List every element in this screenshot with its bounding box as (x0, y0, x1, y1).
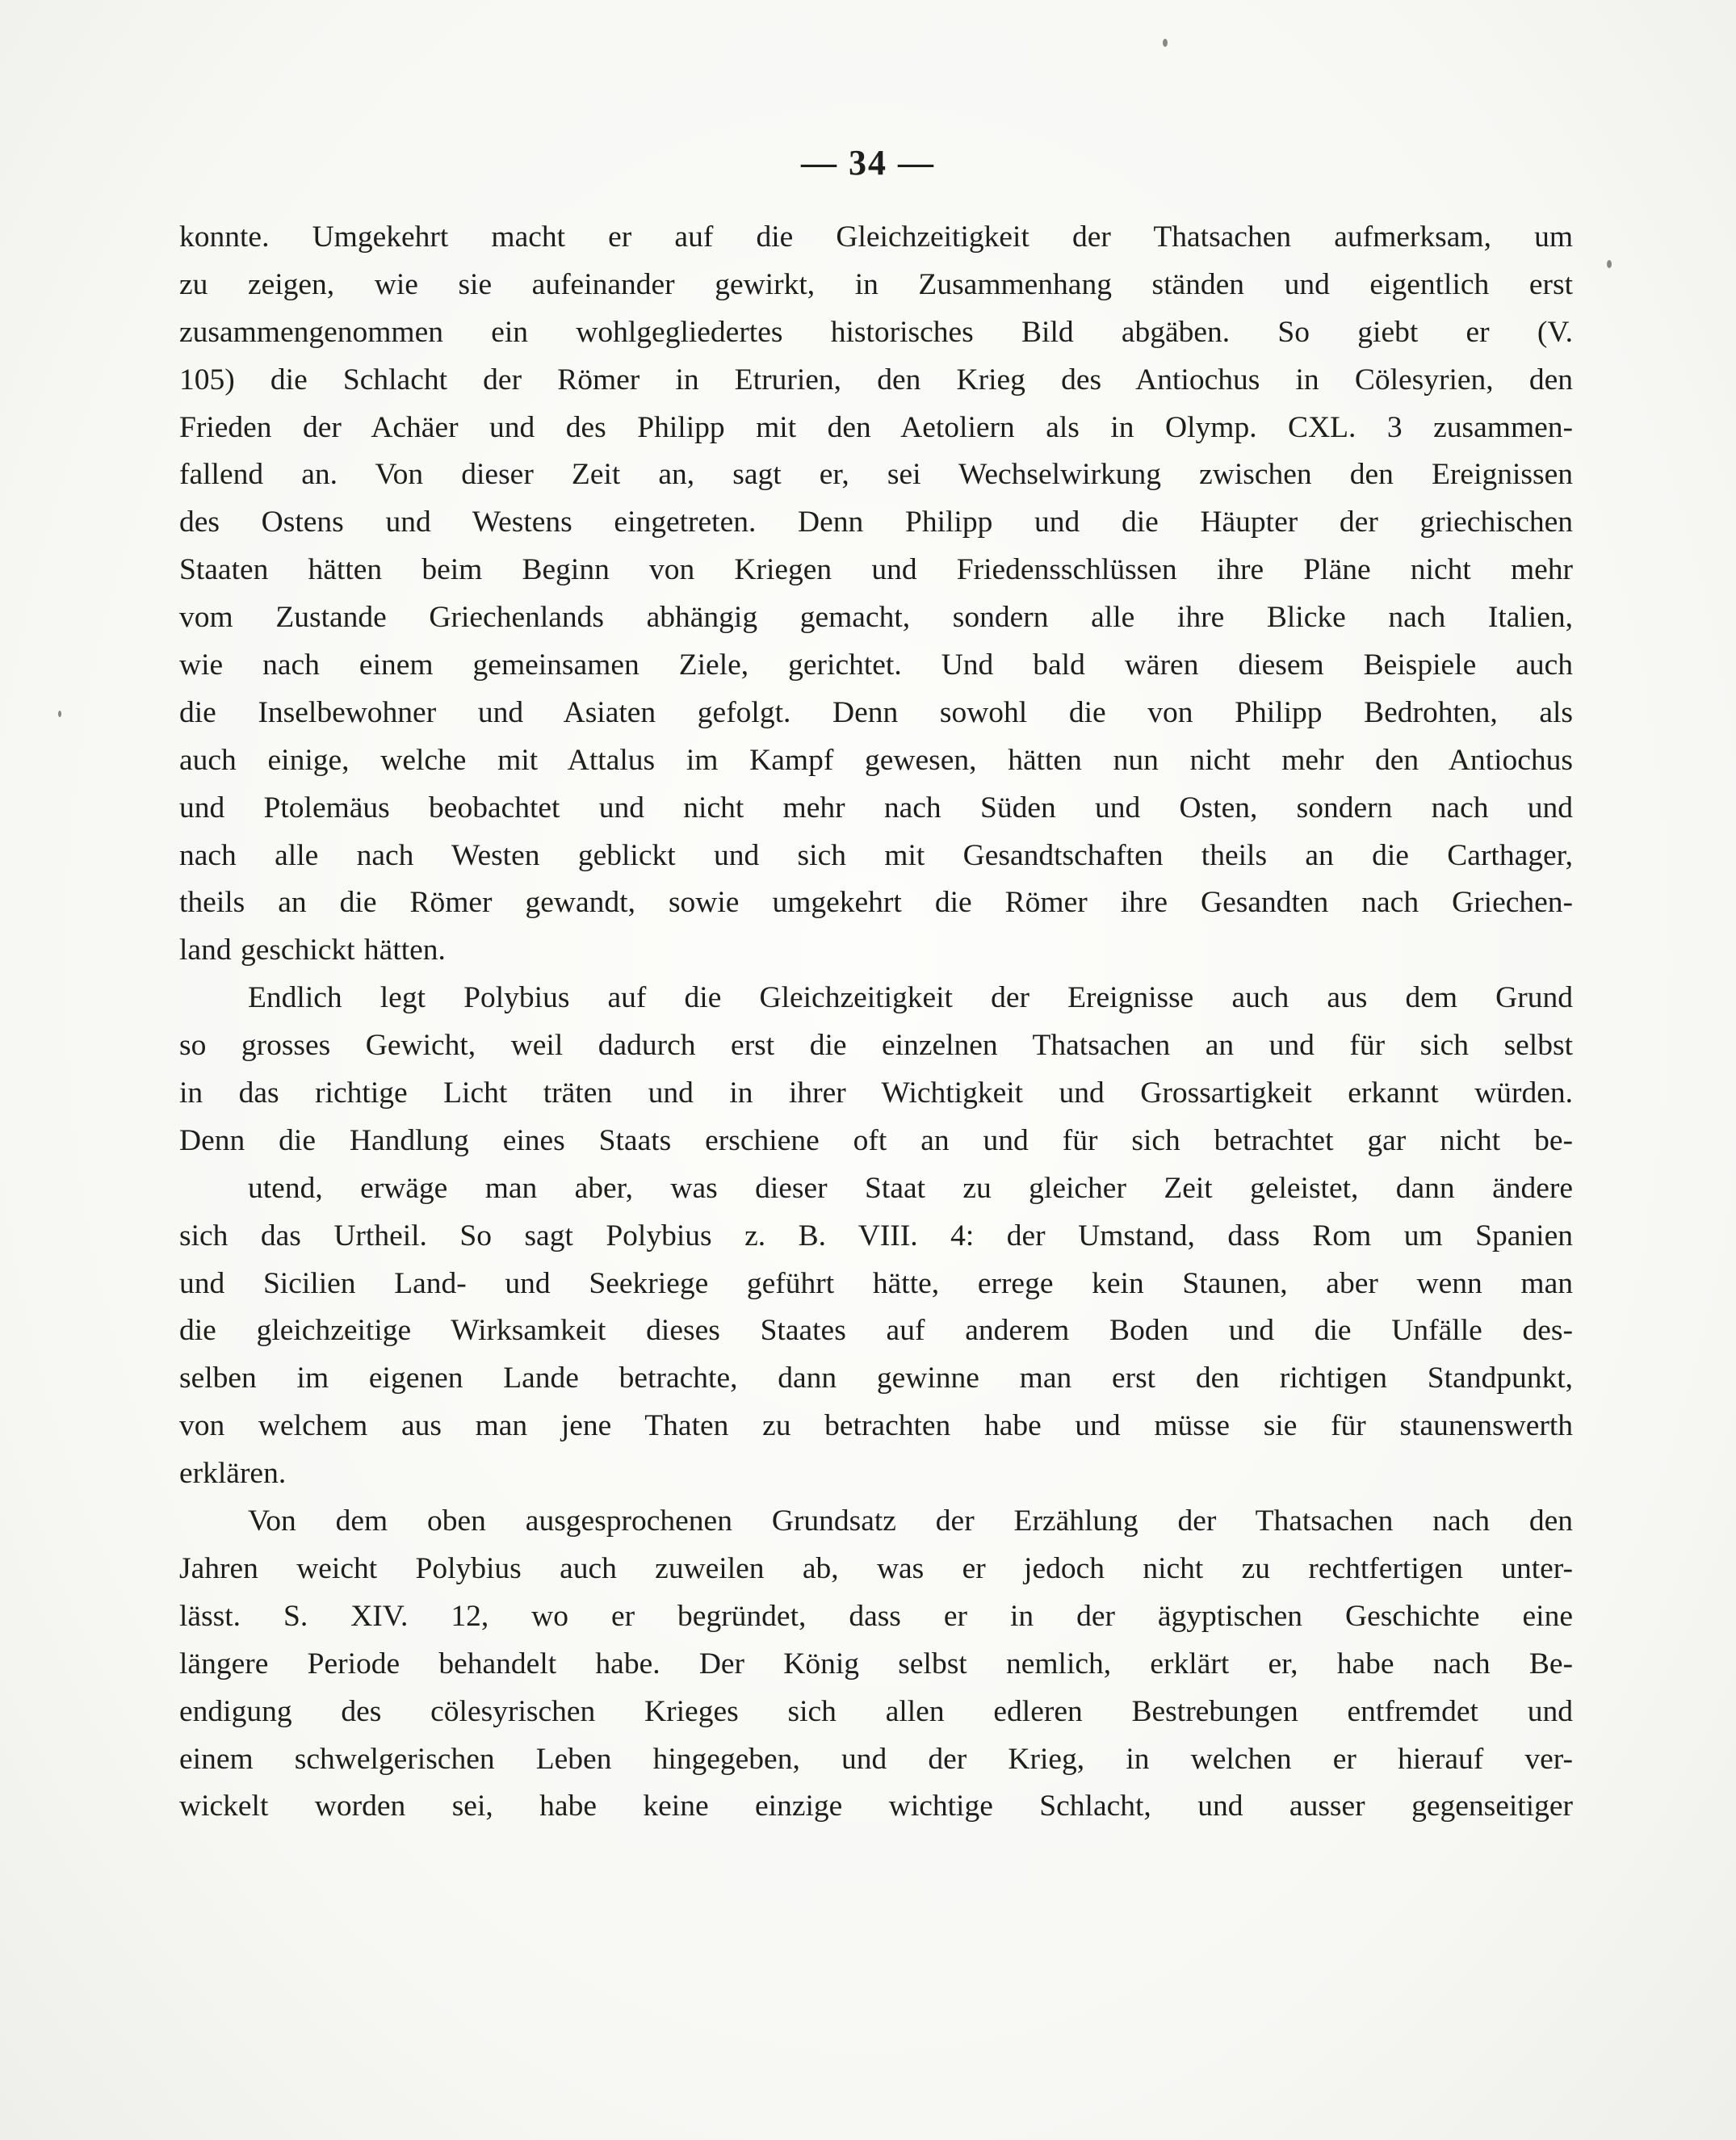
text-line: vom Zustande Griechenlands abhängig gemacht, sondern alle ihre Blicke nach Italien, (179, 601, 1573, 635)
text-line: Staaten hätten beim Beginn von Kriegen und Friedensschlüssen ihre Pläne nicht mehr (179, 553, 1573, 587)
text-line: zusammengenommen ein wohlgegliedertes historisches Bild abgäben. So giebt er (V. (179, 315, 1573, 349)
text-line: Frieden der Achäer und des Philipp mit den Aetoliern als in Olymp. CXL. 3 zusammen- (179, 410, 1573, 444)
text-line: von welchem aus man jene Thaten zu betrachten habe und müsse sie für staunenswerth (179, 1409, 1573, 1443)
text-line: 105) die Schlacht der Römer in Etrurien, den Krieg des Antiochus in Cölesyrien, den (179, 363, 1573, 397)
text-line: nach alle nach Westen geblickt und sich mit Gesandtschaften theils an die Carthager, (179, 838, 1573, 872)
text-line: die Inselbewohner und Asiaten gefolgt. Denn sowohl die von Philipp Bedrohten, als (179, 695, 1573, 729)
text-line: des Ostens und Westens eingetreten. Denn Philipp und die Häupter der griechischen (179, 506, 1573, 539)
text-line: in das richtige Licht träten und in ihrer Wichtigkeit und Grossartigkeit erkannt würden. (179, 1076, 1573, 1110)
text-line: sich das Urtheil. So sagt Polybius z. B. VIII. 4: der Umstand, dass Rom um Spanien (179, 1219, 1573, 1253)
text-line: Jahren weicht Polybius auch zuweilen ab, was er jedoch nicht zu rechtfertigen unter- (179, 1551, 1573, 1585)
text-line: wie nach einem gemeinsamen Ziele, gerichtet. Und bald wären diesem Beispiele auch (179, 648, 1573, 682)
text-line: erklären. (179, 1457, 287, 1491)
text-line: Endlich legt Polybius auf die Gleichzeitigkeit der Ereignisse auch aus dem Grund (248, 981, 1573, 1015)
text-line: fallend an. Von dieser Zeit an, sagt er, sei Wechselwirkung zwischen den Ereignissen (179, 458, 1573, 492)
text-line: die gleichzeitige Wirksamkeit dieses Staates auf anderem Boden und die Unfälle des- (179, 1314, 1573, 1348)
text-line: auch einige, welche mit Attalus im Kampf gewesen, hätten nun nicht mehr den Antiochus (179, 743, 1573, 777)
page-number: — 34 — (801, 143, 935, 183)
text-line: selben im eigenen Lande betrachte, dann gewinne man erst den richtigen Standpunkt, (179, 1362, 1573, 1395)
text-line: zu zeigen, wie sie aufeinander gewirkt, in Zusammenhang ständen und eigentlich erst (179, 267, 1573, 301)
text-line: theils an die Römer gewandt, sowie umgekehrt die Römer ihre Gesandten nach Griechen- (179, 886, 1573, 920)
text-line: so grosses Gewicht, weil dadurch erst die einzelnen Thatsachen an und für sich selbst (179, 1029, 1573, 1063)
text-line: Von dem oben ausgesprochenen Grundsatz der Erzählung der Thatsachen nach den (248, 1504, 1573, 1538)
paper-speck (1163, 39, 1168, 47)
body-text (179, 214, 1573, 1831)
paper-speck (1607, 260, 1612, 268)
text-line: land geschickt hätten. (179, 934, 446, 967)
text-line: endigung des cölesyrischen Krieges sich allen edleren Bestrebungen entfremdet und (179, 1694, 1573, 1728)
text-line: und Ptolemäus beobachtet und nicht mehr nach Süden und Osten, sondern nach und (179, 791, 1573, 825)
text-line: einem schwelgerischen Leben hingegeben, und der Krieg, in welchen er hierauf ver- (179, 1742, 1573, 1776)
text-line: konnte. Umgekehrt macht er auf die Gleichzeitigkeit der Thatsachen aufmerksam, um (179, 220, 1573, 254)
paper-speck (58, 711, 61, 717)
text-line: wickelt worden sei, habe keine einzige wichtige Schlacht, und ausser gegenseitiger (179, 1790, 1573, 1823)
text-line: Denn die Handlung eines Staats erschiene oft an und für sich betrachtet gar nicht be- (179, 1123, 1573, 1157)
text-line: längere Periode behandelt habe. Der König selbst nemlich, erklärt er, habe nach Be- (179, 1647, 1573, 1681)
text-line: utend, erwäge man aber, was dieser Staat zu gleicher Zeit geleistet, dann ändere (248, 1171, 1573, 1205)
text-line: und Sicilien Land- und Seekriege geführt hätte, errege kein Staunen, aber wenn man (179, 1266, 1573, 1300)
text-line: lässt. S. XIV. 12, wo er begründet, dass er in der ägyptischen Geschichte eine (179, 1599, 1573, 1633)
